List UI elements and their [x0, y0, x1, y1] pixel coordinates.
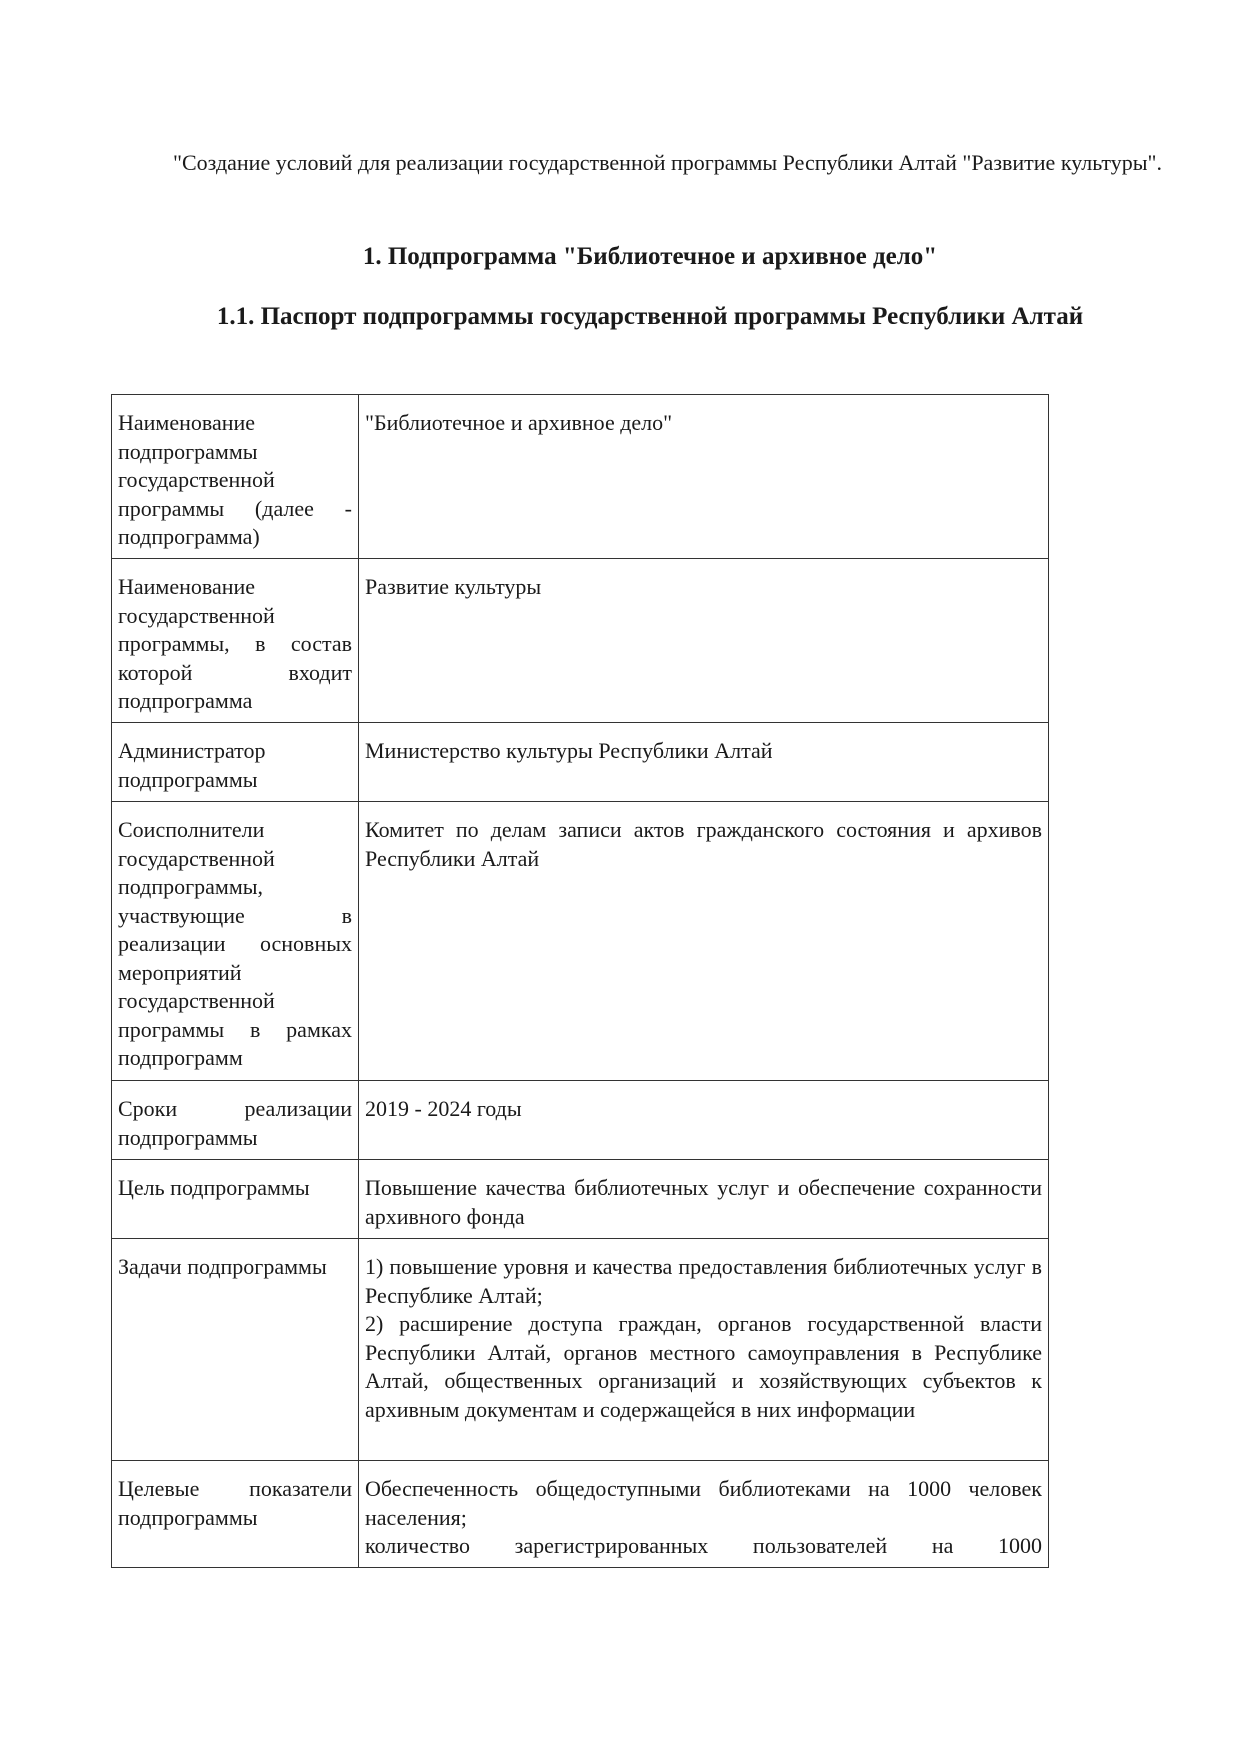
- indicator-item: количество зарегистрированных пользователей на 1000: [365, 1533, 1042, 1558]
- table-row: [112, 1239, 1049, 1461]
- row-label: Администратор подпрограммы: [112, 723, 359, 802]
- row-value: Развитие культуры: [359, 559, 1049, 723]
- row-value: Министерство культуры Республики Алтай: [359, 723, 1049, 802]
- row-label: Цель подпрограммы: [112, 1160, 359, 1239]
- row-value: [359, 1239, 1049, 1461]
- row-value: Повышение качества библиотечных услуг и обеспечение сохранности архивного фонда: [359, 1160, 1049, 1239]
- intro-paragraph: "Создание условий для реализации государственной программы Республики Алтай "Развитие культуры".: [173, 150, 1162, 175]
- indicator-item: Обеспеченность общедоступными библиотеками на 1000 человек населения;: [365, 1476, 1042, 1530]
- table-row: [112, 723, 1049, 802]
- task-item: 2) расширение доступа граждан, органов государственной власти Республики Алтай, органов местного самоуправления в Республике Алтай, общественных организаций и хозяйствующих субъектов к архивным документам и содержащейся в них информации: [365, 1311, 1042, 1422]
- row-value: "Библиотечное и архивное дело": [359, 395, 1049, 559]
- table-row: [112, 1160, 1049, 1239]
- table-row: [112, 1461, 1049, 1568]
- table-row: [112, 559, 1049, 723]
- row-label: Наименование государственной программы, в состав которой входит подпрограмма: [112, 559, 359, 723]
- row-label: Соисполнители государственной подпрограммы, участвующие в реализации основных мероприятий государственной программы в рамках подпрограмм: [112, 802, 359, 1081]
- row-label: Целевые показатели подпрограммы: [112, 1461, 359, 1568]
- row-value: Комитет по делам записи актов гражданского состояния и архивов Республики Алтай: [359, 802, 1049, 1081]
- row-label: Задачи подпрограммы: [112, 1239, 359, 1461]
- row-value: [359, 1461, 1049, 1568]
- row-value: 2019 - 2024 годы: [359, 1081, 1049, 1160]
- task-item: 1) повышение уровня и качества предоставления библиотечных услуг в Республике Алтай;: [365, 1254, 1042, 1308]
- table-row: [112, 395, 1049, 559]
- subsection-heading: 1.1. Паспорт подпрограммы государственной программы Республики Алтай: [216, 303, 1084, 330]
- table-row: [112, 1081, 1049, 1160]
- table-row: [112, 802, 1049, 1081]
- row-label: Сроки реализации подпрограммы: [112, 1081, 359, 1160]
- section-heading: 1. Подпрограмма "Библиотечное и архивное дело": [362, 243, 938, 270]
- passport-table: [111, 394, 1049, 1568]
- row-label: Наименование подпрограммы государственной программы (далее - подпрограмма): [112, 395, 359, 559]
